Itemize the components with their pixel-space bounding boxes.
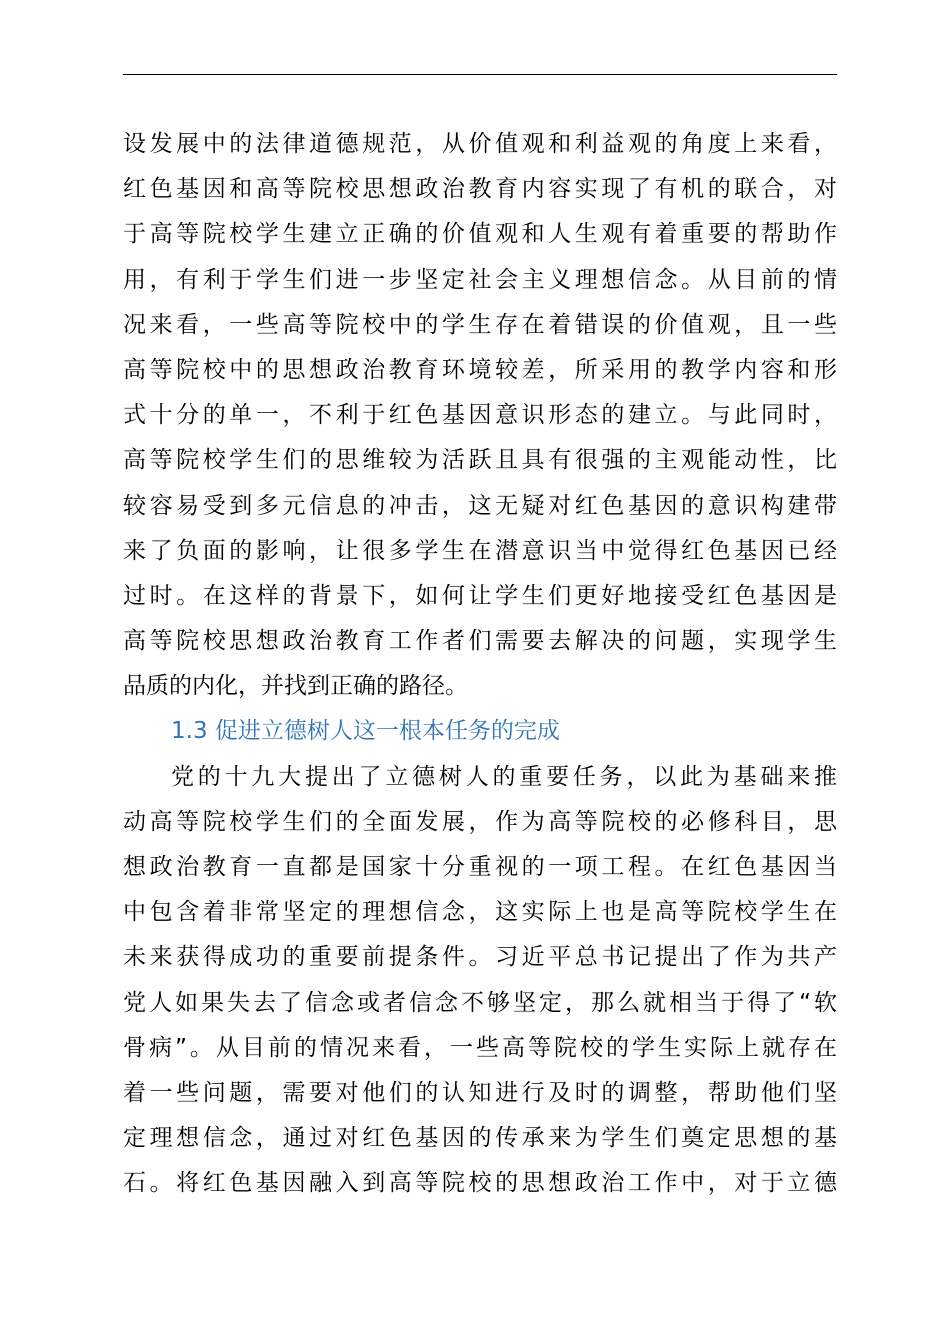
document-body [123, 122, 837, 1207]
header-rule [123, 74, 837, 75]
paragraph-1 [123, 122, 837, 709]
text-line: 党的十九大提出了立德树人的重要任务，以此为基础来推 [171, 763, 837, 790]
text-line: 过时。在这样的背景下，如何让学生们更好地接受红色基因是 [123, 582, 837, 609]
text-line: 党人如果失去了信念或者信念不够坚定，那么就相当于得了“软 [123, 989, 837, 1016]
text-line: 想政治教育一直都是国家十分重视的一项工程。在红色基因当 [123, 854, 837, 880]
text-line: 来了负面的影响，让很多学生在潜意识当中觉得红色基因已经 [123, 537, 837, 564]
text-line: 况来看，一些高等院校中的学生存在着错误的价值观，且一些 [123, 311, 837, 338]
text-line: 式十分的单一，不利于红色基因意识形态的建立。与此同时， [123, 402, 837, 429]
text-line: 于高等院校学生建立正确的价值观和人生观有着重要的帮助作 [123, 221, 837, 248]
section-heading: 1.3 促进立德树人这一根本任务的完成 [171, 718, 560, 745]
text-line: 中包含着非常坚定的理想信念，这实际上也是高等院校学生在 [123, 899, 837, 926]
text-line: 着一些问题，需要对他们的认知进行及时的调整，帮助他们坚 [123, 1079, 837, 1106]
text-line: 未来获得成功的重要前提条件。习近平总书记提出了作为共产 [123, 944, 837, 971]
text-line: 高等院校中的思想政治教育环境较差，所采用的教学内容和形 [123, 356, 837, 383]
paragraph-2 [123, 755, 837, 1207]
text-line: 石。将红色基因融入到高等院校的思想政治工作中，对于立德 [123, 1170, 837, 1197]
text-line: 高等院校学生们的思维较为活跃且具有很强的主观能动性，比 [123, 447, 837, 474]
text-line: 红色基因和高等院校思想政治教育内容实现了有机的联合，对 [123, 176, 837, 203]
text-line: 动高等院校学生们的全面发展，作为高等院校的必修科目，思 [123, 808, 837, 835]
text-line: 品质的内化，并找到正确的路径。 [123, 673, 468, 700]
text-line: 高等院校思想政治教育工作者们需要去解决的问题，实现学生 [123, 628, 837, 655]
text-line: 定理想信念，通过对红色基因的传承来为学生们奠定思想的基 [123, 1125, 837, 1152]
text-line: 用，有利于学生们进一步坚定社会主义理想信念。从目前的情 [123, 266, 837, 293]
text-line: 较容易受到多元信息的冲击，这无疑对红色基因的意识构建带 [123, 492, 837, 519]
text-line: 设发展中的法律道德规范，从价值观和利益观的角度上来看， [123, 131, 837, 157]
text-line: 骨病”。从目前的情况来看，一些高等院校的学生实际上就存在 [123, 1034, 837, 1061]
